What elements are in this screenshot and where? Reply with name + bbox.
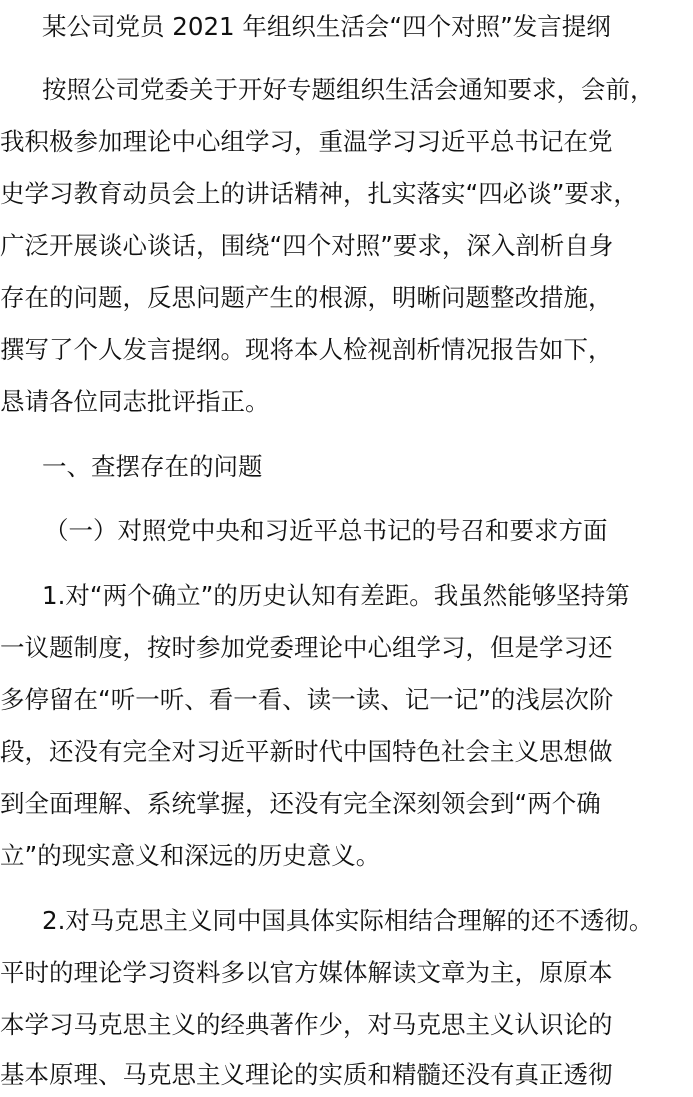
- section-heading: 一、查摆存在的问题: [42, 452, 263, 481]
- item-2-line: 本学习马克思主义的经典著作少，对马克思主义认识论的: [0, 1010, 613, 1039]
- item-1-line: 一议题制度，按时参加党委理论中心组学习，但是学习还: [0, 633, 613, 662]
- intro-line: 广泛开展谈心谈话，围绕“四个对照”要求，深入剖析自身: [0, 231, 614, 260]
- item-1-line: 立”的现实意义和深远的历史意义。: [0, 841, 381, 870]
- intro-line: 撰写了个人发言提纲。现将本人检视剖析情况报告如下，: [0, 335, 613, 364]
- intro-line: 恳请各位同志批评指正。: [0, 387, 270, 416]
- intro-line: 史学习教育动员会上的讲话精神，扎实落实“四必谈”要求，: [0, 179, 638, 208]
- item-1-line: 到全面理解、系统掌握，还没有完全深刻领会到“两个确: [0, 789, 601, 818]
- item-1-line: 段，还没有完全对习近平新时代中国特色社会主义思想做: [0, 737, 613, 766]
- item-2-line: 平时的理论学习资料多以官方媒体解读文章为主，原原本: [0, 958, 613, 987]
- intro-line: 存在的问题，反思问题产生的根源，明晰问题整改措施，: [0, 283, 613, 312]
- intro-line: 按照公司党委关于开好专题组织生活会通知要求，会前，: [42, 75, 655, 104]
- intro-line: 我积极参加理论中心组学习，重温学习习近平总书记在党: [0, 127, 613, 156]
- subsection-heading: （一）对照党中央和习近平总书记的号召和要求方面: [44, 516, 608, 545]
- item-2-line: 2.对马克思主义同中国具体实际相结合理解的还不透彻。: [42, 906, 654, 935]
- item-1-line: 多停留在“听一听、看一看、读一读、记一记”的浅层次阶: [0, 685, 614, 714]
- document-title: 某公司党员 2021 年组织生活会“四个对照”发言提纲: [42, 12, 611, 41]
- item-1-line: 1.对“两个确立”的历史认知有差距。我虽然能够坚持第: [42, 581, 630, 610]
- item-2-line: 基本原理、马克思主义理论的实质和精髓还没有真正透彻: [0, 1060, 613, 1089]
